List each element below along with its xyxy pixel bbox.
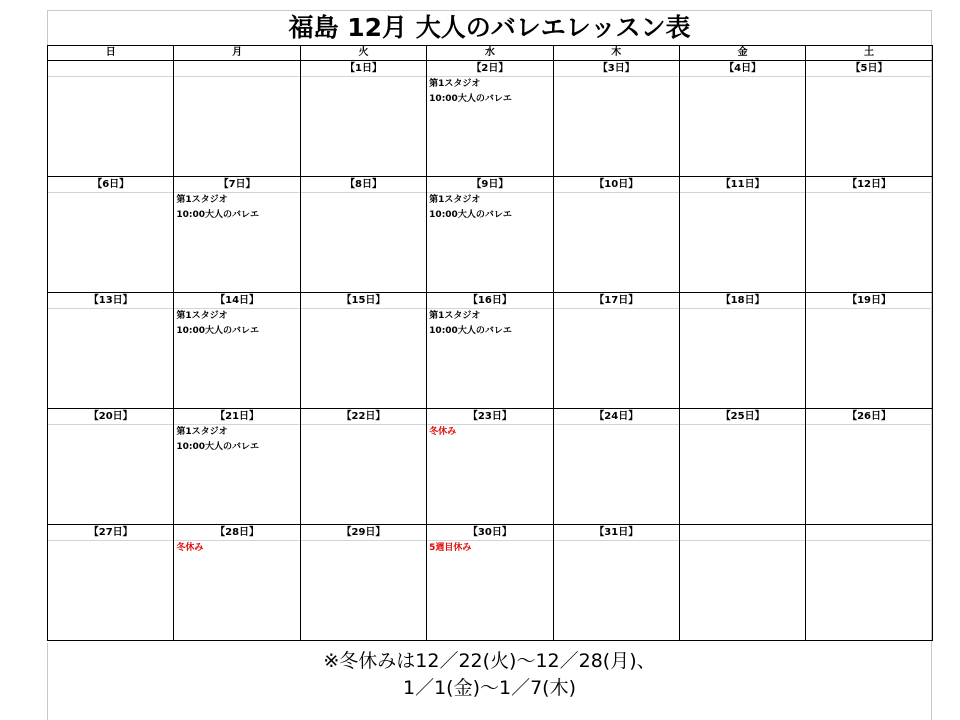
lesson-label: 第1スタジオ bbox=[429, 311, 481, 321]
holiday-note-line2: 1／1(金)～1／7(木) bbox=[402, 677, 576, 699]
lesson-label: 第1スタジオ bbox=[176, 311, 228, 321]
weekday-header-row bbox=[48, 46, 933, 61]
date-label: 【2日】 bbox=[427, 61, 552, 77]
day-cell bbox=[427, 177, 553, 293]
date-label: 【17日】 bbox=[554, 293, 679, 309]
day-cell bbox=[48, 177, 174, 293]
weekday-sat: 土 bbox=[806, 46, 932, 61]
date-label: 【24日】 bbox=[554, 409, 679, 425]
day-cell bbox=[300, 525, 426, 641]
day-cell bbox=[553, 525, 679, 641]
date-label: 【21日】 bbox=[174, 409, 299, 425]
day-cell bbox=[427, 61, 553, 177]
date-label: 【23日】 bbox=[427, 409, 552, 425]
weekday-mon: 月 bbox=[174, 46, 300, 61]
weekday-thu: 木 bbox=[553, 46, 679, 61]
date-label: 【20日】 bbox=[48, 409, 173, 425]
lesson-label: 10:00大人のバレエ bbox=[176, 326, 260, 336]
day-cell bbox=[174, 409, 300, 525]
date-label: 【15日】 bbox=[301, 293, 426, 309]
day-cell bbox=[553, 409, 679, 525]
date-label: 【5日】 bbox=[806, 61, 931, 77]
page-title: 福島 12月 大人のバレエレッスン表 bbox=[288, 13, 691, 42]
holiday-label: 冬休み bbox=[429, 427, 457, 437]
date-label: 【28日】 bbox=[174, 525, 299, 541]
date-label: 【31日】 bbox=[554, 525, 679, 541]
date-label: 【12日】 bbox=[806, 177, 931, 193]
date-label: 【19日】 bbox=[806, 293, 931, 309]
weekday-fri: 金 bbox=[679, 46, 805, 61]
week-row bbox=[48, 409, 933, 525]
lesson-label: 10:00大人のバレエ bbox=[429, 326, 512, 336]
date-label: 【6日】 bbox=[48, 177, 173, 193]
day-cell bbox=[427, 525, 553, 641]
date-label: 【26日】 bbox=[806, 409, 931, 425]
holiday-note-line1: ※冬休みは12／22(火)～12／28(月)、 bbox=[323, 650, 656, 672]
day-cell bbox=[174, 61, 300, 177]
day-cell bbox=[679, 61, 805, 177]
day-cell bbox=[300, 409, 426, 525]
day-cell bbox=[48, 525, 174, 641]
day-cell bbox=[174, 293, 300, 409]
date-label: 【1日】 bbox=[301, 61, 426, 77]
lesson-label: 第1スタジオ bbox=[429, 195, 481, 205]
weekday-wed: 水 bbox=[427, 46, 553, 61]
week-row bbox=[48, 293, 933, 409]
day-cell bbox=[553, 177, 679, 293]
date-label: 【9日】 bbox=[427, 177, 552, 193]
holiday-note bbox=[48, 648, 931, 702]
day-cell bbox=[806, 409, 932, 525]
date-label: 【10日】 bbox=[554, 177, 679, 193]
lesson-label: 10:00大人のバレエ bbox=[429, 210, 512, 220]
date-label: 【14日】 bbox=[174, 293, 299, 309]
date-label: 【11日】 bbox=[680, 177, 805, 193]
day-cell bbox=[300, 61, 426, 177]
day-cell bbox=[806, 293, 932, 409]
lesson-label: 10:00大人のバレエ bbox=[176, 442, 260, 452]
lesson-label: 第1スタジオ bbox=[176, 195, 228, 205]
date-label: 【18日】 bbox=[680, 293, 805, 309]
date-label: 【13日】 bbox=[48, 293, 173, 309]
date-label: 【7日】 bbox=[174, 177, 299, 193]
calendar-grid bbox=[47, 45, 933, 641]
date-label bbox=[806, 525, 931, 541]
date-label: 【4日】 bbox=[680, 61, 805, 77]
day-cell bbox=[806, 61, 932, 177]
date-label: 【30日】 bbox=[427, 525, 552, 541]
lesson-label: 第1スタジオ bbox=[176, 427, 228, 437]
holiday-label: 冬休み bbox=[176, 543, 204, 553]
date-label: 【22日】 bbox=[301, 409, 426, 425]
date-label: 【8日】 bbox=[301, 177, 426, 193]
calendar-body bbox=[48, 61, 933, 641]
day-cell bbox=[806, 177, 932, 293]
day-cell bbox=[553, 61, 679, 177]
day-cell bbox=[679, 293, 805, 409]
lesson-label: 10:00大人のバレエ bbox=[176, 210, 260, 220]
date-label bbox=[174, 61, 299, 77]
date-label: 【27日】 bbox=[48, 525, 173, 541]
day-cell bbox=[427, 409, 553, 525]
holiday-label: 5週目休み bbox=[429, 543, 472, 553]
date-label: 【29日】 bbox=[301, 525, 426, 541]
weekday-sun: 日 bbox=[48, 46, 174, 61]
day-cell bbox=[300, 177, 426, 293]
date-label: 【16日】 bbox=[427, 293, 552, 309]
lesson-label: 10:00大人のバレエ bbox=[429, 94, 512, 104]
day-cell bbox=[48, 293, 174, 409]
lesson-label: 第1スタジオ bbox=[429, 79, 481, 89]
date-label: 【3日】 bbox=[554, 61, 679, 77]
day-cell bbox=[174, 177, 300, 293]
day-cell bbox=[174, 525, 300, 641]
day-cell bbox=[48, 409, 174, 525]
week-row bbox=[48, 177, 933, 293]
weekday-tue: 火 bbox=[300, 46, 426, 61]
date-label: 【25日】 bbox=[680, 409, 805, 425]
day-cell bbox=[427, 293, 553, 409]
week-row bbox=[48, 61, 933, 177]
day-cell bbox=[679, 409, 805, 525]
date-label bbox=[48, 61, 173, 77]
date-label bbox=[680, 525, 805, 541]
day-cell bbox=[48, 61, 174, 177]
day-cell bbox=[300, 293, 426, 409]
day-cell bbox=[553, 293, 679, 409]
day-cell bbox=[679, 177, 805, 293]
day-cell bbox=[806, 525, 932, 641]
day-cell bbox=[679, 525, 805, 641]
week-row bbox=[48, 525, 933, 641]
